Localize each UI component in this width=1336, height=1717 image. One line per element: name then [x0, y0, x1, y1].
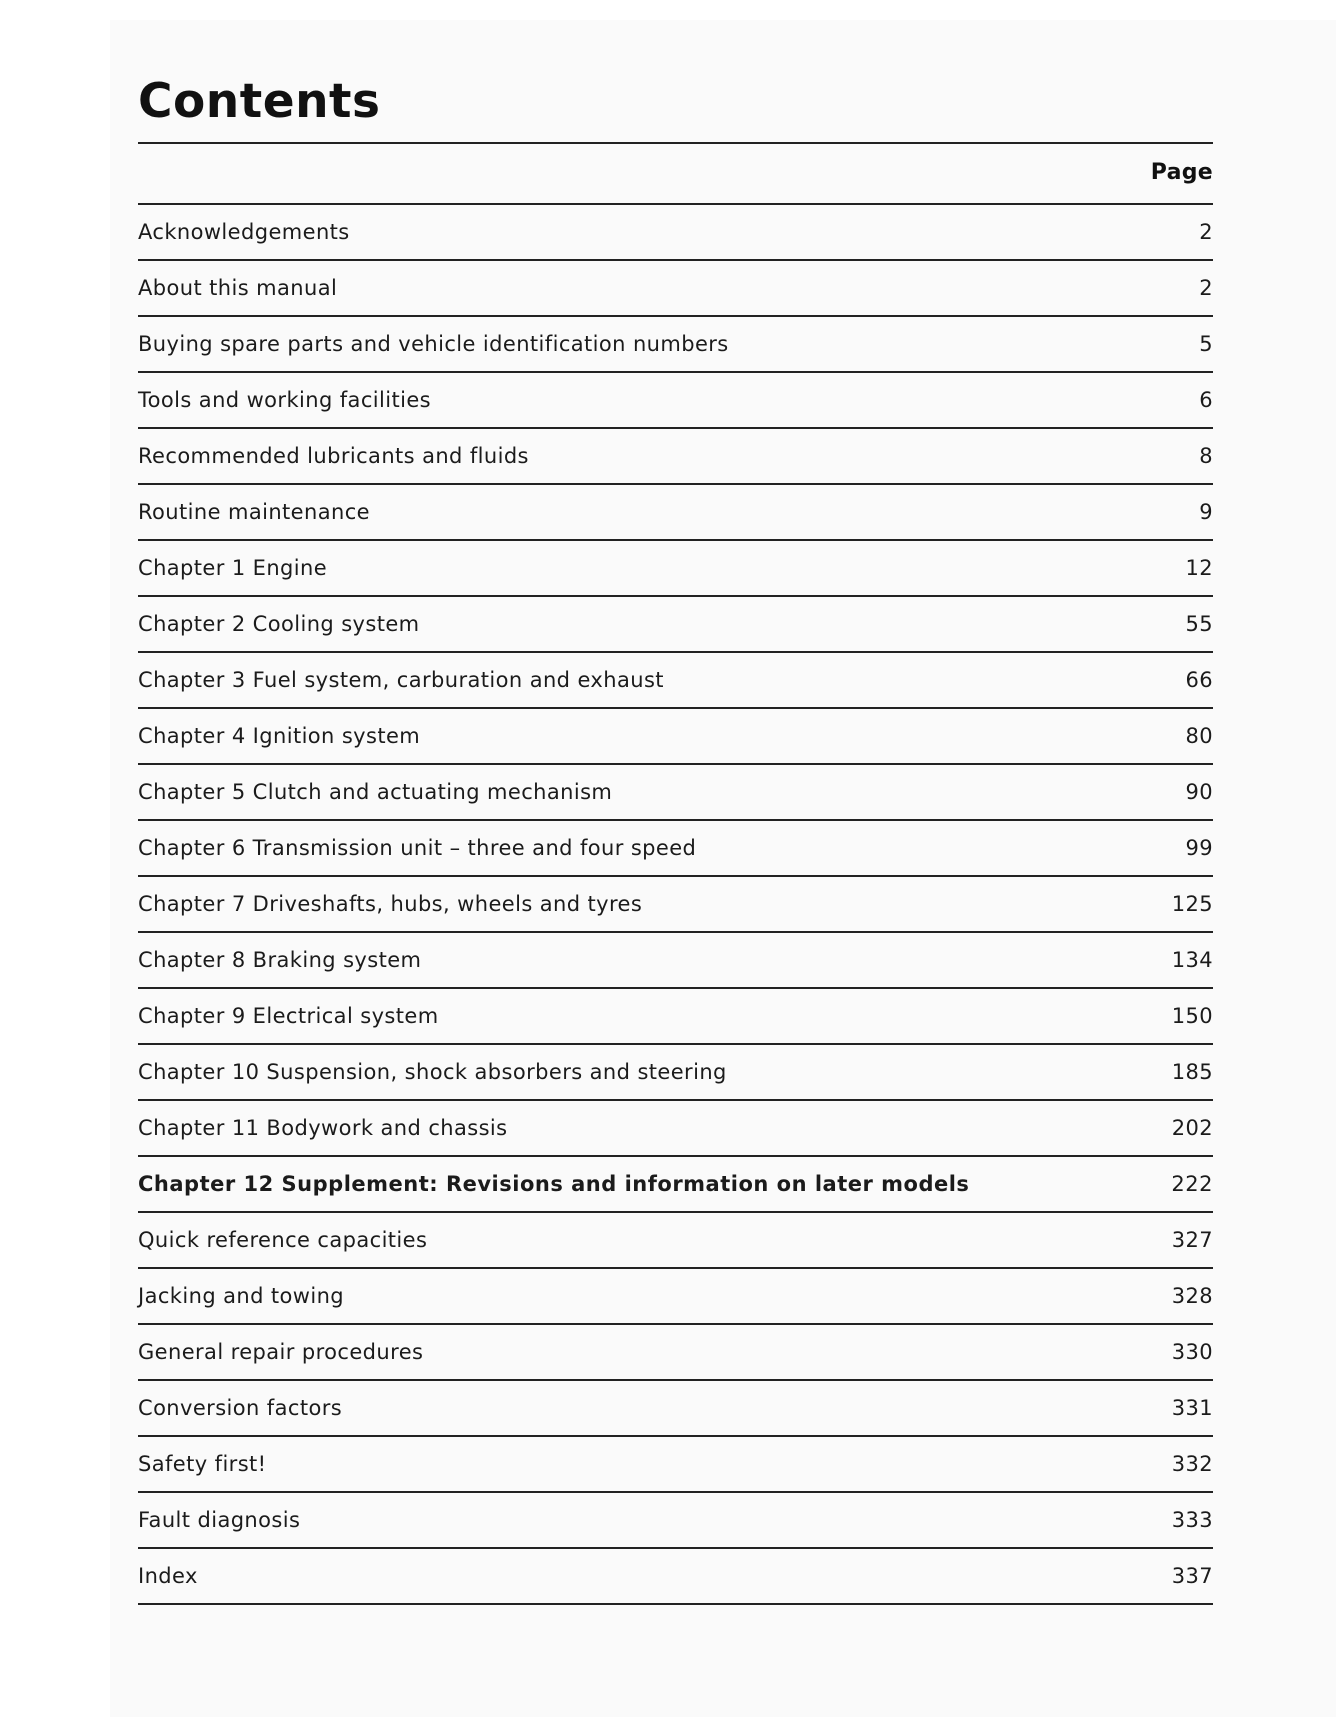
- toc-entry[interactable]: [138, 1213, 1213, 1269]
- toc-entry-title: Conversion factors: [138, 1396, 343, 1420]
- toc-entry-title: Chapter 2 Cooling system: [138, 612, 420, 636]
- toc-entry-page-number: 5: [1199, 332, 1213, 356]
- toc-entry[interactable]: [138, 989, 1213, 1045]
- toc-entry[interactable]: [138, 709, 1213, 765]
- toc-entry[interactable]: [138, 653, 1213, 709]
- toc-entry-title: Tools and working facilities: [138, 388, 431, 412]
- toc-entry-title: Chapter 3 Fuel system, carburation and exhaust: [138, 668, 664, 692]
- toc-entry[interactable]: [138, 1045, 1213, 1101]
- toc-entry-title: Safety first!: [138, 1452, 267, 1476]
- toc-entry-page-number: 222: [1171, 1172, 1213, 1196]
- toc-entry-page-number: 99: [1185, 836, 1213, 860]
- toc-entry[interactable]: [138, 429, 1213, 485]
- toc-entry-page-number: 185: [1171, 1060, 1213, 1084]
- toc-entry-page-number: 90: [1185, 780, 1213, 804]
- toc-entry-page-number: 2: [1199, 276, 1213, 300]
- table-of-contents: [138, 203, 1213, 1605]
- toc-entry[interactable]: [138, 1325, 1213, 1381]
- page-column-header: Page: [1150, 160, 1213, 185]
- toc-entry-page-number: 55: [1185, 612, 1213, 636]
- toc-entry-page-number: 80: [1185, 724, 1213, 748]
- toc-entry[interactable]: [138, 1437, 1213, 1493]
- toc-entry[interactable]: [138, 765, 1213, 821]
- toc-entry-title: Chapter 11 Bodywork and chassis: [138, 1116, 508, 1140]
- toc-entry-title: Chapter 12 Supplement: Revisions and information on later models: [138, 1172, 970, 1196]
- toc-entry-title: Chapter 8 Braking system: [138, 948, 422, 972]
- toc-entry-page-number: 202: [1171, 1116, 1213, 1140]
- toc-entry[interactable]: [138, 261, 1213, 317]
- toc-entry-page-number: 2: [1199, 220, 1213, 244]
- toc-entry-title: Chapter 7 Driveshafts, hubs, wheels and tyres: [138, 892, 643, 916]
- toc-entry[interactable]: [138, 597, 1213, 653]
- toc-entry[interactable]: [138, 1381, 1213, 1437]
- toc-entry-page-number: 8: [1199, 444, 1213, 468]
- toc-entry[interactable]: [138, 933, 1213, 989]
- toc-entry[interactable]: [138, 1101, 1213, 1157]
- toc-entry-title: Chapter 6 Transmission unit – three and four speed: [138, 836, 697, 860]
- toc-entry-title: Jacking and towing: [138, 1284, 345, 1308]
- toc-entry-title: General repair procedures: [138, 1340, 424, 1364]
- toc-entry-title: Chapter 1 Engine: [138, 556, 328, 580]
- toc-entry[interactable]: [138, 485, 1213, 541]
- toc-entry-page-number: 150: [1171, 1004, 1213, 1028]
- toc-entry[interactable]: [138, 821, 1213, 877]
- toc-entry-title: Buying spare parts and vehicle identification numbers: [138, 332, 729, 356]
- toc-entry-title: About this manual: [138, 276, 338, 300]
- toc-entry-page-number: 6: [1199, 388, 1213, 412]
- toc-entry-title: Index: [138, 1564, 198, 1588]
- toc-entry-title: Recommended lubricants and fluids: [138, 444, 529, 468]
- toc-entry-title: Chapter 5 Clutch and actuating mechanism: [138, 780, 613, 804]
- toc-entry[interactable]: [138, 1549, 1213, 1605]
- toc-entry-page-number: 330: [1171, 1340, 1213, 1364]
- toc-entry-page-number: 331: [1171, 1396, 1213, 1420]
- title-rule: [138, 142, 1213, 144]
- toc-entry[interactable]: [138, 317, 1213, 373]
- toc-entry-page-number: 337: [1171, 1564, 1213, 1588]
- toc-entry[interactable]: [138, 877, 1213, 933]
- toc-entry[interactable]: [138, 1157, 1213, 1213]
- toc-entry[interactable]: [138, 205, 1213, 261]
- toc-entry-page-number: 9: [1199, 500, 1213, 524]
- toc-entry-page-number: 332: [1171, 1452, 1213, 1476]
- toc-entry[interactable]: [138, 1493, 1213, 1549]
- page-title: Contents: [138, 74, 381, 129]
- toc-entry-page-number: 12: [1185, 556, 1213, 580]
- toc-entry-title: Fault diagnosis: [138, 1508, 301, 1532]
- toc-entry-page-number: 327: [1171, 1228, 1213, 1252]
- toc-entry[interactable]: [138, 541, 1213, 597]
- toc-entry-page-number: 328: [1171, 1284, 1213, 1308]
- toc-entry-page-number: 66: [1185, 668, 1213, 692]
- toc-entry-title: Acknowledgements: [138, 220, 350, 244]
- toc-entry-page-number: 333: [1171, 1508, 1213, 1532]
- toc-entry-title: Quick reference capacities: [138, 1228, 428, 1252]
- toc-entry-title: Routine maintenance: [138, 500, 370, 524]
- toc-entry[interactable]: [138, 1269, 1213, 1325]
- toc-entry-title: Chapter 9 Electrical system: [138, 1004, 439, 1028]
- toc-entry-page-number: 134: [1171, 948, 1213, 972]
- toc-entry-title: Chapter 10 Suspension, shock absorbers and steering: [138, 1060, 727, 1084]
- toc-entry-page-number: 125: [1171, 892, 1213, 916]
- toc-entry[interactable]: [138, 373, 1213, 429]
- toc-entry-title: Chapter 4 Ignition system: [138, 724, 421, 748]
